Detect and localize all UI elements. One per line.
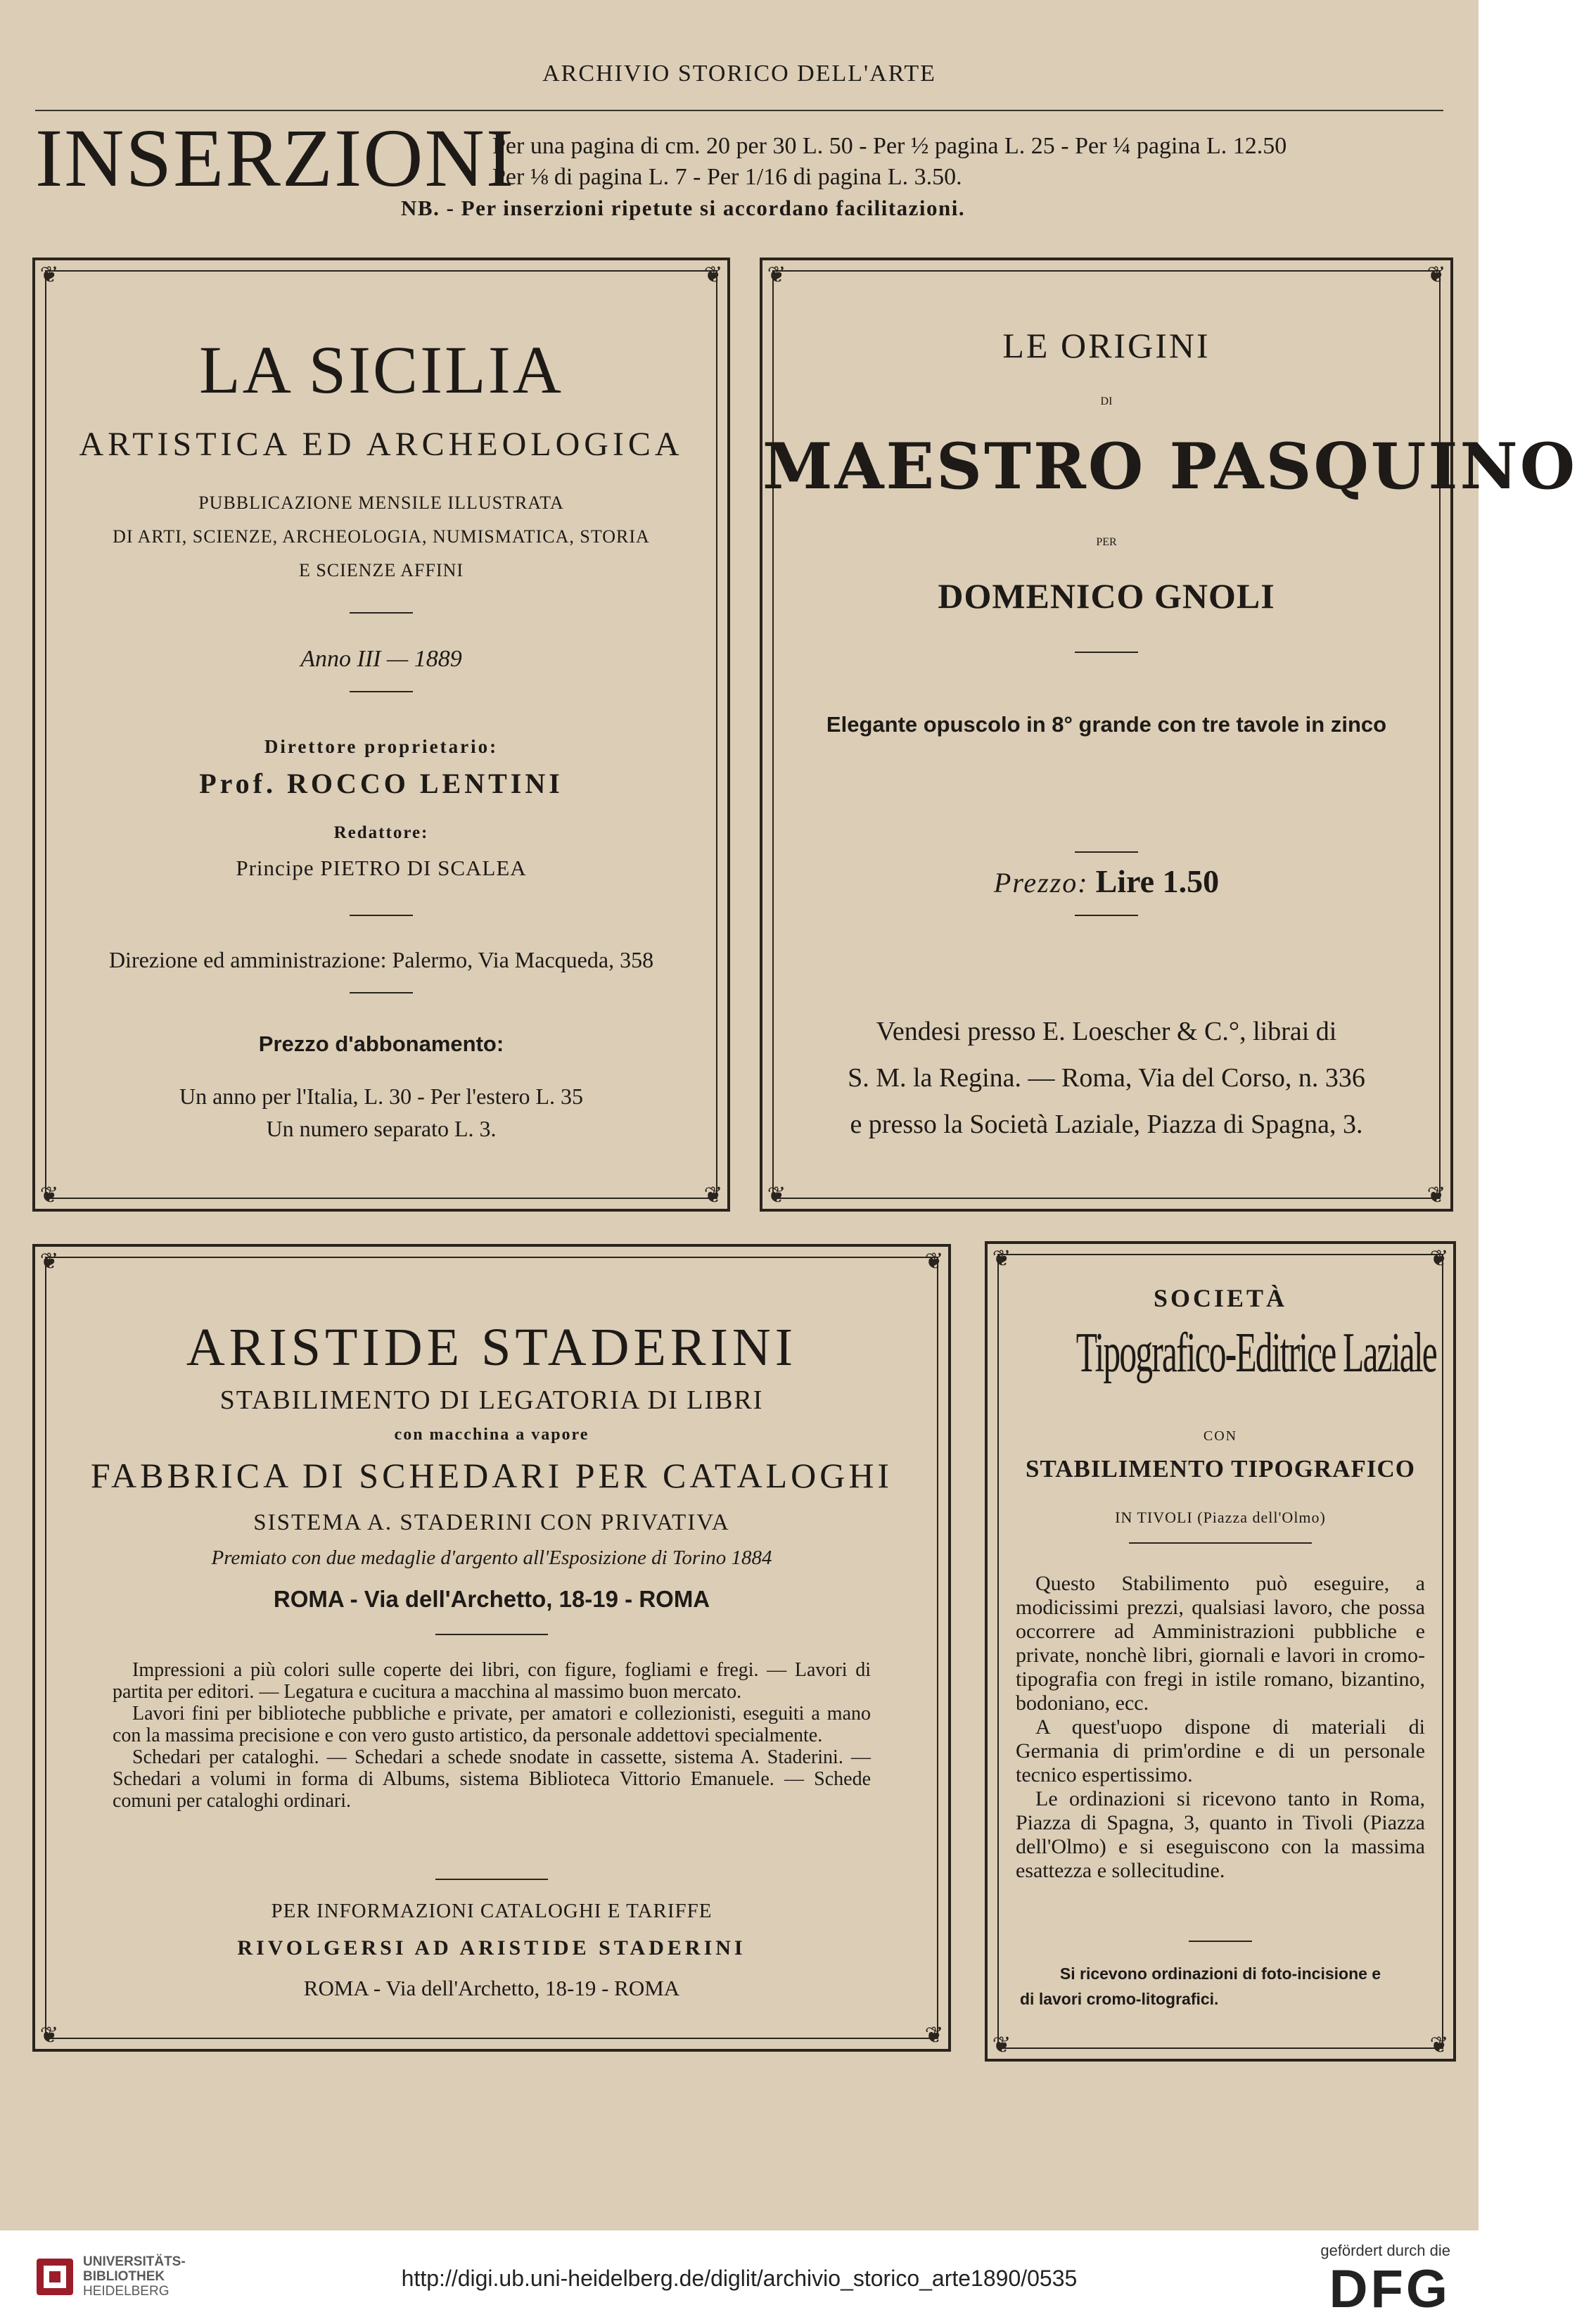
rates-line-1: Per una pagina di cm. 20 per 30 L. 50 - Per ½ pagina L. 25 - Per ¼ pagina L. 12.50 [492,133,1287,159]
corner-ornament-icon: ❦ [39,2021,59,2048]
staderini-title: ARISTIDE STADERINI [186,1318,798,1377]
sicilia-direzione: Direzione ed amministrazione: Palermo, Via Macqueda, 358 [108,947,654,972]
dfg-caption: gefördert durch die [1320,2242,1450,2259]
sicilia-redattore-name: Principe PIETRO DI SCALEA [236,856,527,880]
divider [1075,851,1138,853]
footer-bar [0,2230,1479,2324]
pasquino-per: PER [1096,536,1117,548]
staderini-para-3: Schedari per cataloghi. — Schedari a schede snodate in cassette, sistema A. Staderini. — Schedari a volumi in forma di Albums, sistema Biblioteca Vittorio Emanuele. — Schede comuni per cataloghi ordinari. [113,1746,871,1812]
corner-ornament-icon: ❦ [1429,1245,1449,1271]
inserzioni-title: INSERZIONI [35,112,516,204]
laziale-note-1: Si ricevono ordinazioni di foto-incisione e [1059,1964,1381,1983]
pasquino-vend-2: S. M. la Regina. — Roma, Via del Corso, n. 336 [848,1063,1365,1093]
rates-line-2: Per ⅛ di pagina L. 7 - Per 1/16 di pagina L. 3.50. [492,164,962,190]
staderini-sub-2: con macchina a vapore [394,1425,589,1444]
laziale-body [1016,1572,1425,1883]
sicilia-prezzo-1: Un anno per l'Italia, L. 30 - Per l'estero L. 35 [179,1084,584,1109]
corner-ornament-icon: ❦ [767,1181,786,1208]
library-name-line-1: UNIVERSITÄTS- [83,2254,186,2269]
laziale-tivoli [988,1509,1453,1527]
staderini-info-1: PER INFORMAZIONI CATALOGHI E TARIFFE [271,1900,713,1922]
sicilia-title: LA SICILIA [199,332,563,407]
staderini-sub-1: STABILIMENTO DI LEGATORIA DI LIBRI [219,1385,764,1415]
pasquino-prezzo-value: Lire 1.50 [1095,863,1220,899]
header-rule [35,110,1443,111]
divider [350,992,413,993]
laziale-stab: STABILIMENTO TIPOGRAFICO [1026,1455,1415,1482]
divider [350,612,413,614]
sicilia-anno: Anno III — 1889 [300,646,462,672]
sicilia-desc-2: DI ARTI, SCIENZE, ARCHEOLOGIA, NUMISMATICA, STORIA [113,526,650,547]
laziale-tivoli-text: IN TIVOLI (Piazza dell'Olmo) [1115,1509,1326,1526]
corner-ornament-icon: ❦ [1426,1181,1446,1208]
divider [350,915,413,916]
pasquino-author: DOMENICO GNOLI [938,576,1275,616]
staderini-para-1: Impressioni a più colori sulle coperte dei libri, con figure, fogliami e fregi. — Lavori di partita per editori. — Legatura e cucitura a macchina al massimo buon mercato. [113,1659,871,1703]
laziale-para-3: Le ordinazioni si ricevono tanto in Roma, Piazza di Spagna, 3, quanto in Tivoli (Piazza dell'Olmo) e si eseguiscono con la massima esattezza e sollecitudine. [1016,1787,1425,1882]
divider [1129,1542,1312,1544]
staderini-para-2: Lavori fini per biblioteche pubbliche e private, per amatori e collezionisti, eseguiti a mano con la massima precisione e con vero gusto artistico, da personale addettovi specialmente. [113,1703,871,1746]
divider [435,1879,548,1880]
sicilia-desc-3: E SCIENZE AFFINI [298,560,464,580]
corner-ornament-icon: ❦ [703,261,723,288]
corner-ornament-icon: ❦ [1429,2031,1449,2058]
laziale-title: Tipografico-Editrice Laziale [1075,1322,1436,1384]
corner-ornament-icon: ❦ [703,1181,723,1208]
ad-maestro-pasquino [760,258,1577,1212]
corner-ornament-icon: ❦ [767,261,786,288]
corner-ornament-icon: ❦ [992,1245,1011,1271]
staderini-address: ROMA - Via dell'Archetto, 18-19 - ROMA [273,1586,710,1612]
staderini-info-3: ROMA - Via dell'Archetto, 18-19 - ROMA [303,1976,680,2000]
divider [1189,1941,1252,1942]
divider [1075,652,1138,653]
source-url[interactable]: http://digi.ub.uni-heidelberg.de/diglit/archivio_storico_arte1890/0535 [401,2266,1078,2291]
corner-ornament-icon: ❦ [1426,261,1446,288]
staderini-premio: Premiato con due medaglie d'argento all'Esposizione di Torino 1884 [211,1547,772,1569]
pasquino-vend-3: e presso la Società Laziale, Piazza di Spagna, 3. [850,1110,1363,1139]
corner-ornament-icon: ❦ [39,261,59,288]
sicilia-direttore-name: Prof. ROCCO LENTINI [199,768,563,799]
running-head: ARCHIVIO STORICO DELL'ARTE [542,61,936,87]
ad-aristide-staderini [32,1244,951,2052]
laziale-note-2: di lavori cromo-litografici. [1020,1990,1219,2008]
divider [350,691,413,692]
library-name-line-3: HEIDELBERG [83,2284,170,2299]
divider [1075,915,1138,916]
ad-la-sicilia [32,258,730,1212]
staderini-body [113,1659,871,1812]
pasquino-prezzo [762,863,1450,900]
ad-inner-border [45,270,717,1199]
ad-societa-laziale [985,1241,1456,2062]
staderini-sub-4: SISTEMA A. STADERINI CON PRIVATIVA [253,1510,730,1535]
pasquino-prezzo-label: Prezzo: [993,867,1089,899]
divider [435,1634,548,1635]
laziale-con: CON [1203,1428,1238,1444]
dfg-logo: DFG [1329,2259,1450,2319]
pasquino-vend-1: Vendesi presso E. Loescher & C.°, librai di [876,1017,1337,1046]
sicilia-direttore-label: Direttore proprietario: [264,736,499,757]
sicilia-redattore-label: Redattore: [333,823,429,842]
corner-ornament-icon: ❦ [992,2031,1011,2058]
pasquino-line-1: LE ORIGINI [1002,326,1211,365]
corner-ornament-icon: ❦ [39,1247,59,1274]
laziale-para-2: A quest'uopo dispone di materiali di Germania di prim'ordine e di un personale tecnico espertissimo. [1016,1715,1425,1786]
laziale-societa: SOCIETÀ [1153,1284,1288,1312]
sicilia-desc-1: PUBBLICAZIONE MENSILE ILLUSTRATA [198,493,564,513]
corner-ornament-icon: ❦ [39,1181,59,1208]
library-name-line-2: BIBLIOTHEK [83,2269,165,2284]
sicilia-prezzo-label: Prezzo d'abbonamento: [258,1031,504,1056]
inserzioni-rates [492,131,1449,193]
sicilia-prezzo-2: Un numero separato L. 3. [266,1116,497,1141]
staderini-info-2: RIVOLGERSI AD ARISTIDE STADERINI [237,1936,746,1960]
sicilia-subtitle: ARTISTICA ED ARCHEOLOGICA [79,426,684,463]
pasquino-title: MAESTRO PASQUINO [762,429,1577,504]
pasquino-di: DI [1100,395,1113,407]
staderini-sub-3: FABBRICA DI SCHEDARI PER CATALOGHI [90,1456,893,1495]
inserzioni-note: NB. - Per inserzioni ripetute si accordano facilitazioni. [401,196,966,220]
laziale-para-1: Questo Stabilimento può eseguire, a modicissimi prezzi, qualsiasi lavoro, che possa occorrere ad Amministrazioni pubbliche e private, nonchè libri, giornali e lavori in cromo-tipografia con fregi in istile romano, bizantino, bodoniano, ecc. [1016,1572,1425,1715]
pasquino-desc: Elegante opuscolo in 8° grande con tre tavole in zinco [826,712,1387,737]
corner-ornament-icon: ❦ [924,2021,944,2048]
corner-ornament-icon: ❦ [924,1247,944,1274]
